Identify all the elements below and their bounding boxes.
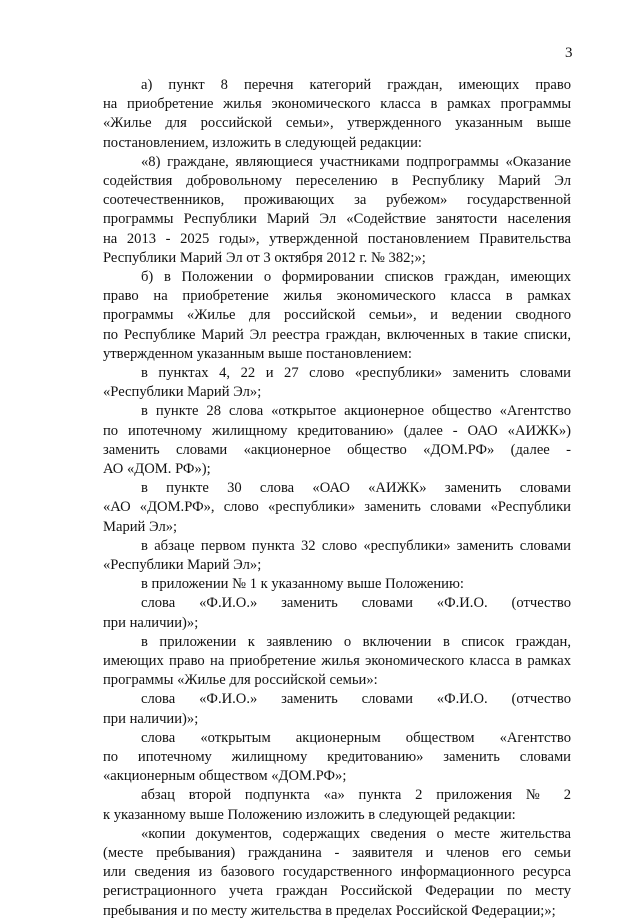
text-line: «Республики Марий Эл»;: [103, 384, 262, 401]
text-line: утвержденном указанным выше постановлением:: [103, 345, 412, 362]
text-line: к указанному выше Положению изложить в следующей редакции:: [103, 806, 516, 823]
text-line: на 2013 - 2025 годы», утвержденной постановлением Правительства: [103, 230, 571, 247]
text-line: «8) граждане, являющиеся участниками подпрограммы «Оказание: [141, 153, 571, 170]
text-line: программы «Жилье для российской семьи»:: [103, 672, 378, 689]
text-line: в приложении к заявлению о включении в список граждан,: [141, 633, 571, 650]
text-line: программы «Жилье для российской семьи», и ведении сводного: [103, 307, 571, 324]
text-line: заменить словами «акционерное общество «ДОМ.РФ» (далее -: [103, 441, 571, 458]
text-line: б) в Положении о формировании списков граждан, имеющих: [141, 269, 571, 285]
text-line: в приложении № 1 к указанному выше Положению:: [141, 576, 464, 593]
text-line: постановлением, изложить в следующей редакции:: [103, 134, 422, 151]
text-line: в пунктах 4, 22 и 27 слово «республики» заменить словами: [141, 365, 571, 381]
text-line: «АО «ДОМ.РФ», слово «республики» заменить словами «Республики: [103, 499, 571, 516]
text-line: «копии документов, содержащих сведения о месте жительства: [141, 825, 571, 842]
text-line: при наличии)»;: [103, 710, 199, 727]
page-number: 3: [565, 45, 573, 61]
text-line: Марий Эл»;: [103, 518, 178, 535]
text-line: в пункте 28 слова «открытое акционерное общество «Агентство: [141, 403, 571, 420]
text-line: а) пункт 8 перечня категорий граждан, имеющих право: [141, 77, 571, 93]
text-line: пребывания и по месту жительства в пределах Российской Федерации;»;: [103, 902, 556, 919]
text-line: в пункте 30 слова «ОАО «АИЖК» заменить словами: [141, 480, 571, 497]
text-line: по Республике Марий Эл реестра граждан, включенных в такие списки,: [103, 326, 571, 343]
text-line: по ипотечному жилищному кредитованию» (далее - ОАО «АИЖК»): [103, 422, 571, 439]
text-line: (месте пребывания) гражданина - заявителя и членов его семьи: [103, 845, 571, 861]
text-line: слова «Ф.И.О.» заменить словами «Ф.И.О. (отчество: [141, 595, 571, 612]
text-line: право на приобретение жилья экономического класса в рамках: [103, 288, 571, 305]
text-line: имеющих право на приобретение жилья экономического класса в рамках: [103, 653, 571, 669]
text-line: слова «Ф.И.О.» заменить словами «Ф.И.О. (отчество: [141, 691, 571, 708]
text-line: на приобретение жилья экономического класса в рамках программы: [103, 96, 571, 113]
text-line: «акционерным обществом «ДОМ.РФ»;: [103, 768, 347, 785]
text-line: по ипотечному жилищному кредитованию» заменить словами: [103, 749, 571, 765]
text-line: слова «открытым акционерным обществом «Агентство: [141, 729, 571, 746]
text-line: абзац второй подпункта «а» пункта 2 приложения № 2: [141, 787, 571, 804]
text-line: программы Республики Марий Эл «Содействие занятости населения: [103, 211, 571, 228]
text-line: «Республики Марий Эл»;: [103, 557, 262, 573]
text-line: содействия добровольному переселению в Республику Марий Эл: [103, 173, 571, 189]
text-line: при наличии)»;: [103, 614, 199, 631]
text-line: АО «ДОМ. РФ»);: [103, 461, 211, 477]
text-line: регистрационного учета граждан Российской Федерации по месту: [103, 883, 571, 900]
text-line: в абзаце первом пункта 32 слово «республики» заменить словами: [141, 537, 571, 554]
text-line: Республики Марий Эл от 3 октября 2012 г. № 382;»;: [103, 249, 426, 266]
text-line: или сведения из базового государственного информационного ресурса: [103, 864, 571, 881]
text-line: соотечественников, проживающих за рубежом» государственной: [103, 192, 571, 209]
text-line: «Жилье для российской семьи», утвержденного указанным выше: [103, 115, 571, 132]
